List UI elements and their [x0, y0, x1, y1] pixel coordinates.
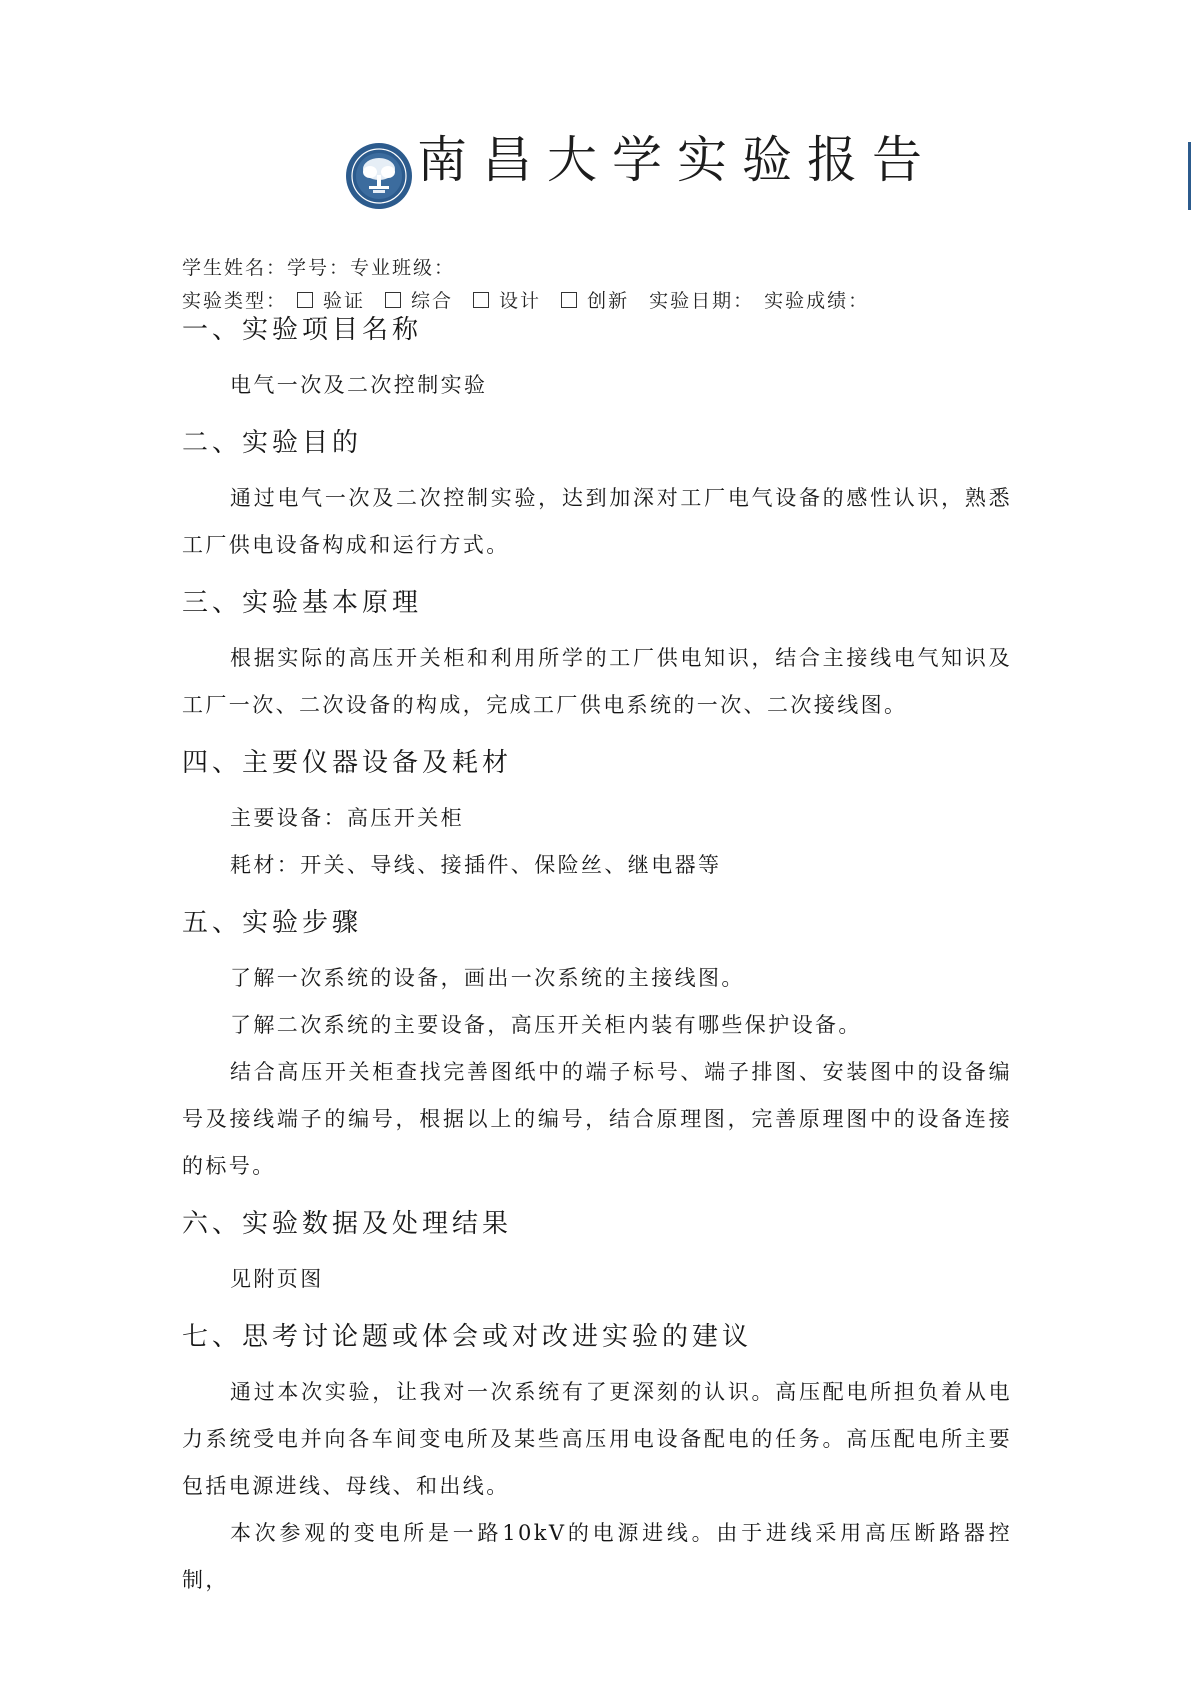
principle-paragraph: 根据实际的高压开关柜和利用所学的工厂供电知识，结合主接线电气知识及工厂一次、二次设备的构成，完成工厂供电系统的一次、二次接线图。	[182, 646, 1012, 717]
equipment-consumables-text: 耗材：开关、导线、接插件、保险丝、继电器等	[230, 853, 722, 877]
section-heading-discussion: 七、思考讨论题或体会或对改进实验的建议	[182, 1322, 753, 1352]
student-info-line: 学生姓名：学号：专业班级：	[182, 257, 456, 279]
university-seal-icon	[345, 142, 413, 210]
purpose-paragraph: 通过电气一次及二次控制实验，达到加深对工厂电气设备的感性认识，熟悉工厂供电设备构成和运行方式。	[182, 486, 1012, 557]
checkbox-design[interactable]	[473, 290, 551, 312]
checkbox-innovation[interactable]	[561, 290, 639, 312]
experiment-score-label: 实验成绩：	[764, 290, 870, 312]
step-paragraph-3: 结合高压开关柜查找完善图纸中的端子标号、端子排图、安装图中的设备编号及接线端子的编号，根据以上的编号，结合原理图，完善原理图中的设备连接的标号。	[182, 1060, 1012, 1178]
report-body	[182, 310, 1012, 1604]
checkbox-icon	[297, 292, 313, 308]
project-name-text: 电气一次及二次控制实验	[230, 373, 488, 397]
option-verify-label: 验证	[323, 290, 366, 312]
section-heading-purpose: 二、实验目的	[182, 428, 363, 458]
section-heading-steps: 五、实验步骤	[182, 908, 363, 938]
option-innovation-label: 创新	[587, 290, 630, 312]
report-header	[345, 122, 937, 222]
equipment-main-text: 主要设备：高压开关柜	[230, 806, 464, 830]
option-comprehensive-label: 综合	[411, 290, 454, 312]
checkbox-icon	[561, 292, 577, 308]
checkbox-comprehensive[interactable]	[385, 290, 463, 312]
discussion-paragraph-1: 通过本次实验，让我对一次系统有了更深刻的认识。高压配电所担负着从电力系统受电并向各车间变电所及某些高压用电设备配电的任务。高压配电所主要包括电源进线、母线、和出线。	[182, 1380, 1012, 1498]
step-paragraph-1: 了解一次系统的设备，画出一次系统的主接线图。	[230, 966, 745, 990]
checkbox-verify[interactable]	[297, 290, 375, 312]
results-text: 见附页图	[230, 1267, 324, 1291]
option-design-label: 设计	[499, 290, 542, 312]
section-heading-principle: 三、实验基本原理	[182, 588, 423, 618]
section-heading-equipment: 四、主要仪器设备及耗材	[182, 748, 513, 778]
experiment-date-label: 实验日期：	[649, 290, 755, 312]
section-heading-project-name: 一、实验项目名称	[182, 315, 423, 345]
experiment-type-line	[182, 286, 879, 313]
page-title: 南昌大学实验报告	[417, 131, 937, 189]
checkbox-icon	[385, 292, 401, 308]
checkbox-icon	[473, 292, 489, 308]
step-paragraph-2: 了解二次系统的主要设备，高压开关柜内装有哪些保护设备。	[230, 1013, 862, 1037]
discussion-paragraph-2: 本次参观的变电所是一路10kV的电源进线。由于进线采用高压断路器控制，	[182, 1521, 1012, 1592]
section-heading-results: 六、实验数据及处理结果	[182, 1209, 513, 1239]
experiment-type-label: 实验类型：	[182, 290, 288, 312]
